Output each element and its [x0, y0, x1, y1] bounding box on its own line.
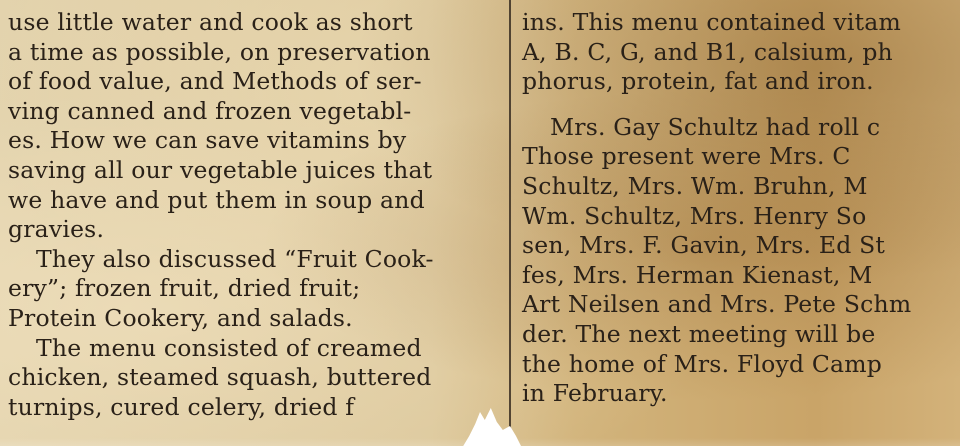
text-line: chicken, steamed squash, buttered	[8, 363, 432, 392]
text-line: ins. This menu contained vitam	[522, 8, 901, 36]
text-line: sen, Mrs. F. Gavin, Mrs. Ed St	[522, 231, 886, 260]
text-line: we have and put them in soup and	[8, 185, 425, 214]
text-line: Schultz, Mrs. Wm. Bruhn, M	[522, 171, 868, 200]
text-line: ving canned and frozen vegetabl-	[8, 96, 412, 125]
right-column	[522, 8, 960, 409]
column-divider	[509, 0, 511, 446]
paragraph-gap	[522, 97, 960, 113]
text-line: der. The next meeting will be	[522, 319, 876, 348]
text-line: saving all our vegetable juices that	[8, 155, 433, 184]
text-line: a time as possible, on preservation	[8, 37, 431, 66]
text-line: A, B. C, G, and B1, calsium, ph	[522, 37, 893, 66]
text-line: They also discussed “Fruit Cook-	[36, 244, 434, 273]
text-line: The menu consisted of creamed	[36, 333, 422, 362]
left-column	[8, 8, 500, 422]
paper-edge-shade	[0, 438, 960, 446]
text-line: gravies.	[8, 215, 105, 244]
text-line: ery”; frozen fruit, dried fruit;	[8, 274, 361, 303]
text-line: Protein Cookery, and salads.	[8, 303, 353, 332]
text-line: Mrs. Gay Schultz had roll c	[550, 112, 881, 141]
text-line: the home of Mrs. Floyd Camp	[522, 349, 882, 378]
text-line: phorus, protein, fat and iron.	[522, 67, 874, 96]
text-line: Art Neilsen and Mrs. Pete Schm	[522, 290, 912, 319]
text-line: Those present were Mrs. C	[522, 142, 851, 171]
text-line: in February.	[522, 379, 668, 408]
text-line: use little water and cook as short	[8, 8, 413, 36]
text-line: Wm. Schultz, Mrs. Henry So	[522, 201, 867, 230]
text-line: turnips, cured celery, dried f	[8, 392, 355, 421]
text-line: of food value, and Methods of ser-	[8, 67, 422, 96]
text-line: es. How we can save vitamins by	[8, 126, 407, 155]
text-line: fes, Mrs. Herman Kienast, M	[522, 260, 873, 289]
